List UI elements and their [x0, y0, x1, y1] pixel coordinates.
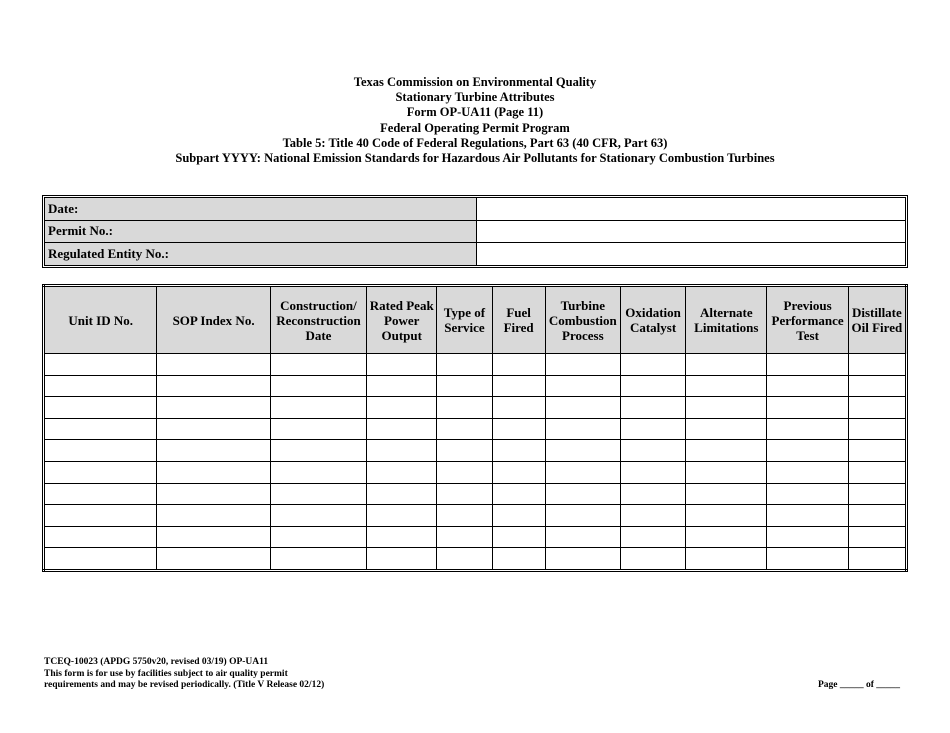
table-cell[interactable] — [367, 548, 437, 571]
col-sop-index: SOP Index No. — [157, 286, 270, 354]
entity-row — [45, 243, 905, 265]
table-cell[interactable] — [437, 354, 492, 376]
table-row — [44, 505, 907, 527]
table-cell[interactable] — [437, 483, 492, 505]
table-cell[interactable] — [270, 548, 366, 571]
table-cell[interactable] — [270, 375, 366, 397]
table-cell[interactable] — [767, 375, 848, 397]
table-cell[interactable] — [686, 418, 767, 440]
table-cell[interactable] — [767, 461, 848, 483]
table-cell[interactable] — [767, 418, 848, 440]
table-cell[interactable] — [270, 397, 366, 419]
table-row — [44, 461, 907, 483]
table-cell[interactable] — [157, 440, 270, 462]
table-cell[interactable] — [545, 526, 620, 548]
table-cell[interactable] — [437, 440, 492, 462]
table-cell[interactable] — [270, 526, 366, 548]
col-fuel-fired: Fuel Fired — [492, 286, 545, 354]
table-cell[interactable] — [44, 354, 157, 376]
agency-title: Texas Commission on Environmental Quality — [353, 75, 597, 89]
table-cell[interactable] — [367, 483, 437, 505]
table-cell[interactable] — [44, 483, 157, 505]
table-cell[interactable] — [848, 418, 906, 440]
subpart-title: Subpart YYYY: National Emission Standards for Hazardous Air Pollutants for Stationary Combustion Turbines — [175, 151, 775, 166]
table-cell[interactable] — [620, 505, 685, 527]
table-cell[interactable] — [270, 418, 366, 440]
table-row — [44, 418, 907, 440]
table-cell[interactable] — [492, 354, 545, 376]
col-distillate-oil: Distillate Oil Fired — [848, 286, 906, 354]
form-id-line: TCEQ-10023 (APDG 5750v20, revised 03/19) OP-UA11 — [44, 657, 269, 667]
table-cell[interactable] — [44, 397, 157, 419]
entity-field[interactable] — [477, 243, 905, 265]
table-cell[interactable] — [545, 548, 620, 571]
form-header — [0, 75, 950, 166]
table-row — [44, 440, 907, 462]
table-cell[interactable] — [492, 526, 545, 548]
table-cell[interactable] — [492, 397, 545, 419]
table-cell[interactable] — [620, 397, 685, 419]
form-footer — [44, 657, 324, 692]
table-cell[interactable] — [767, 354, 848, 376]
table-cell[interactable] — [848, 440, 906, 462]
table-row — [44, 483, 907, 505]
form-usage-line: This form is for use by facilities subject to air quality permit — [44, 668, 288, 679]
program-name: Federal Operating Permit Program — [380, 120, 570, 135]
table-cell[interactable] — [492, 461, 545, 483]
table-cell[interactable] — [545, 375, 620, 397]
page-number: Page _____ of _____ — [818, 680, 901, 690]
permit-label: Permit No.: — [45, 221, 477, 244]
table-cell[interactable] — [686, 440, 767, 462]
table-cell[interactable] — [620, 418, 685, 440]
table-cell[interactable] — [44, 461, 157, 483]
table-cell[interactable] — [848, 375, 906, 397]
table-cell[interactable] — [367, 461, 437, 483]
table-cell[interactable] — [545, 354, 620, 376]
table-row — [44, 354, 907, 376]
table-cell[interactable] — [545, 461, 620, 483]
table-cell[interactable] — [367, 418, 437, 440]
table-cell[interactable] — [157, 461, 270, 483]
table-cell[interactable] — [270, 354, 366, 376]
table-cell[interactable] — [767, 483, 848, 505]
table-row — [44, 526, 907, 548]
permit-row — [45, 221, 905, 244]
table-cell[interactable] — [545, 483, 620, 505]
identification-table — [42, 195, 908, 268]
table-cell[interactable] — [44, 505, 157, 527]
table-cell[interactable] — [686, 548, 767, 571]
col-rated-peak-power: Rated Peak Power Output — [367, 286, 437, 354]
col-unit-id: Unit ID No. — [44, 286, 157, 354]
table-cell[interactable] — [686, 461, 767, 483]
table-cell[interactable] — [44, 375, 157, 397]
table-cell[interactable] — [492, 505, 545, 527]
column-header-row — [44, 286, 907, 354]
table-cell[interactable] — [545, 418, 620, 440]
table-cell[interactable] — [157, 548, 270, 571]
table-cell[interactable] — [157, 397, 270, 419]
date-label: Date: — [45, 198, 477, 221]
table-cell[interactable] — [686, 375, 767, 397]
col-previous-performance: Previous Performance Test — [767, 286, 848, 354]
table-cell[interactable] — [767, 505, 848, 527]
table-cell[interactable] — [545, 397, 620, 419]
table-cell[interactable] — [367, 354, 437, 376]
table-cell[interactable] — [44, 418, 157, 440]
table-cell[interactable] — [157, 526, 270, 548]
table-cell[interactable] — [767, 548, 848, 571]
form-subject: Stationary Turbine Attributes — [395, 90, 555, 105]
col-turbine-combustion: Turbine Combustion Process — [545, 286, 620, 354]
table-cell[interactable] — [686, 526, 767, 548]
table-cell[interactable] — [620, 461, 685, 483]
table-cell[interactable] — [686, 505, 767, 527]
table-cell[interactable] — [848, 548, 906, 571]
table-cell[interactable] — [367, 397, 437, 419]
table-cell[interactable] — [767, 440, 848, 462]
table-cell[interactable] — [437, 526, 492, 548]
table-cell[interactable] — [437, 505, 492, 527]
table-cell[interactable] — [620, 548, 685, 571]
table-cell[interactable] — [157, 418, 270, 440]
table-cell[interactable] — [437, 461, 492, 483]
entity-label: Regulated Entity No.: — [45, 243, 477, 265]
table-cell[interactable] — [367, 526, 437, 548]
table-cell[interactable] — [157, 505, 270, 527]
table-cell[interactable] — [270, 461, 366, 483]
table-cell[interactable] — [620, 375, 685, 397]
table-cell[interactable] — [545, 505, 620, 527]
table-cell[interactable] — [545, 440, 620, 462]
table-cell[interactable] — [437, 375, 492, 397]
col-type-of-service: Type of Service — [437, 286, 492, 354]
table-cell[interactable] — [848, 461, 906, 483]
table-cell[interactable] — [686, 397, 767, 419]
table-cell[interactable] — [157, 483, 270, 505]
table-cell[interactable] — [437, 548, 492, 571]
table-cell[interactable] — [157, 354, 270, 376]
form-number: Form OP-UA11 (Page 11) — [406, 105, 544, 120]
table-cell[interactable] — [620, 526, 685, 548]
table-cell[interactable] — [367, 505, 437, 527]
table-cell[interactable] — [367, 375, 437, 397]
col-construction-date: Construction/ Reconstruction Date — [270, 286, 366, 354]
table-cell[interactable] — [492, 548, 545, 571]
table-cell[interactable] — [492, 418, 545, 440]
table-cell[interactable] — [492, 375, 545, 397]
table-row — [44, 375, 907, 397]
turbine-attributes-table — [42, 284, 908, 572]
col-oxidation-catalyst: Oxidation Catalyst — [620, 286, 685, 354]
permit-field[interactable] — [477, 221, 905, 244]
table-cell[interactable] — [270, 440, 366, 462]
table-cell[interactable] — [686, 483, 767, 505]
table-cell[interactable] — [44, 548, 157, 571]
table-cell[interactable] — [367, 440, 437, 462]
date-field[interactable] — [477, 198, 905, 221]
col-alternate-limitations: Alternate Limitations — [686, 286, 767, 354]
date-row — [45, 198, 905, 221]
table-cell[interactable] — [686, 354, 767, 376]
table-cell[interactable] — [620, 440, 685, 462]
table-cell[interactable] — [157, 375, 270, 397]
table-cell[interactable] — [270, 505, 366, 527]
table-cell[interactable] — [44, 526, 157, 548]
table-cell[interactable] — [492, 440, 545, 462]
table-cell[interactable] — [437, 397, 492, 419]
table-cell[interactable] — [848, 354, 906, 376]
table-title: Table 5: Title 40 Code of Federal Regulations, Part 63 (40 CFR, Part 63) — [282, 135, 668, 150]
table-cell[interactable] — [44, 440, 157, 462]
table-cell[interactable] — [492, 483, 545, 505]
table-body — [44, 354, 907, 571]
table-cell[interactable] — [767, 397, 848, 419]
table-row — [44, 548, 907, 571]
table-cell[interactable] — [270, 483, 366, 505]
table-cell[interactable] — [848, 397, 906, 419]
table-cell[interactable] — [620, 483, 685, 505]
form-revision-line: requirements and may be revised periodically. (Title V Release 02/12) — [44, 680, 325, 690]
table-cell[interactable] — [848, 483, 906, 505]
table-cell[interactable] — [848, 505, 906, 527]
table-cell[interactable] — [767, 526, 848, 548]
table-cell[interactable] — [437, 418, 492, 440]
table-cell[interactable] — [848, 526, 906, 548]
table-cell[interactable] — [620, 354, 685, 376]
table-row — [44, 397, 907, 419]
